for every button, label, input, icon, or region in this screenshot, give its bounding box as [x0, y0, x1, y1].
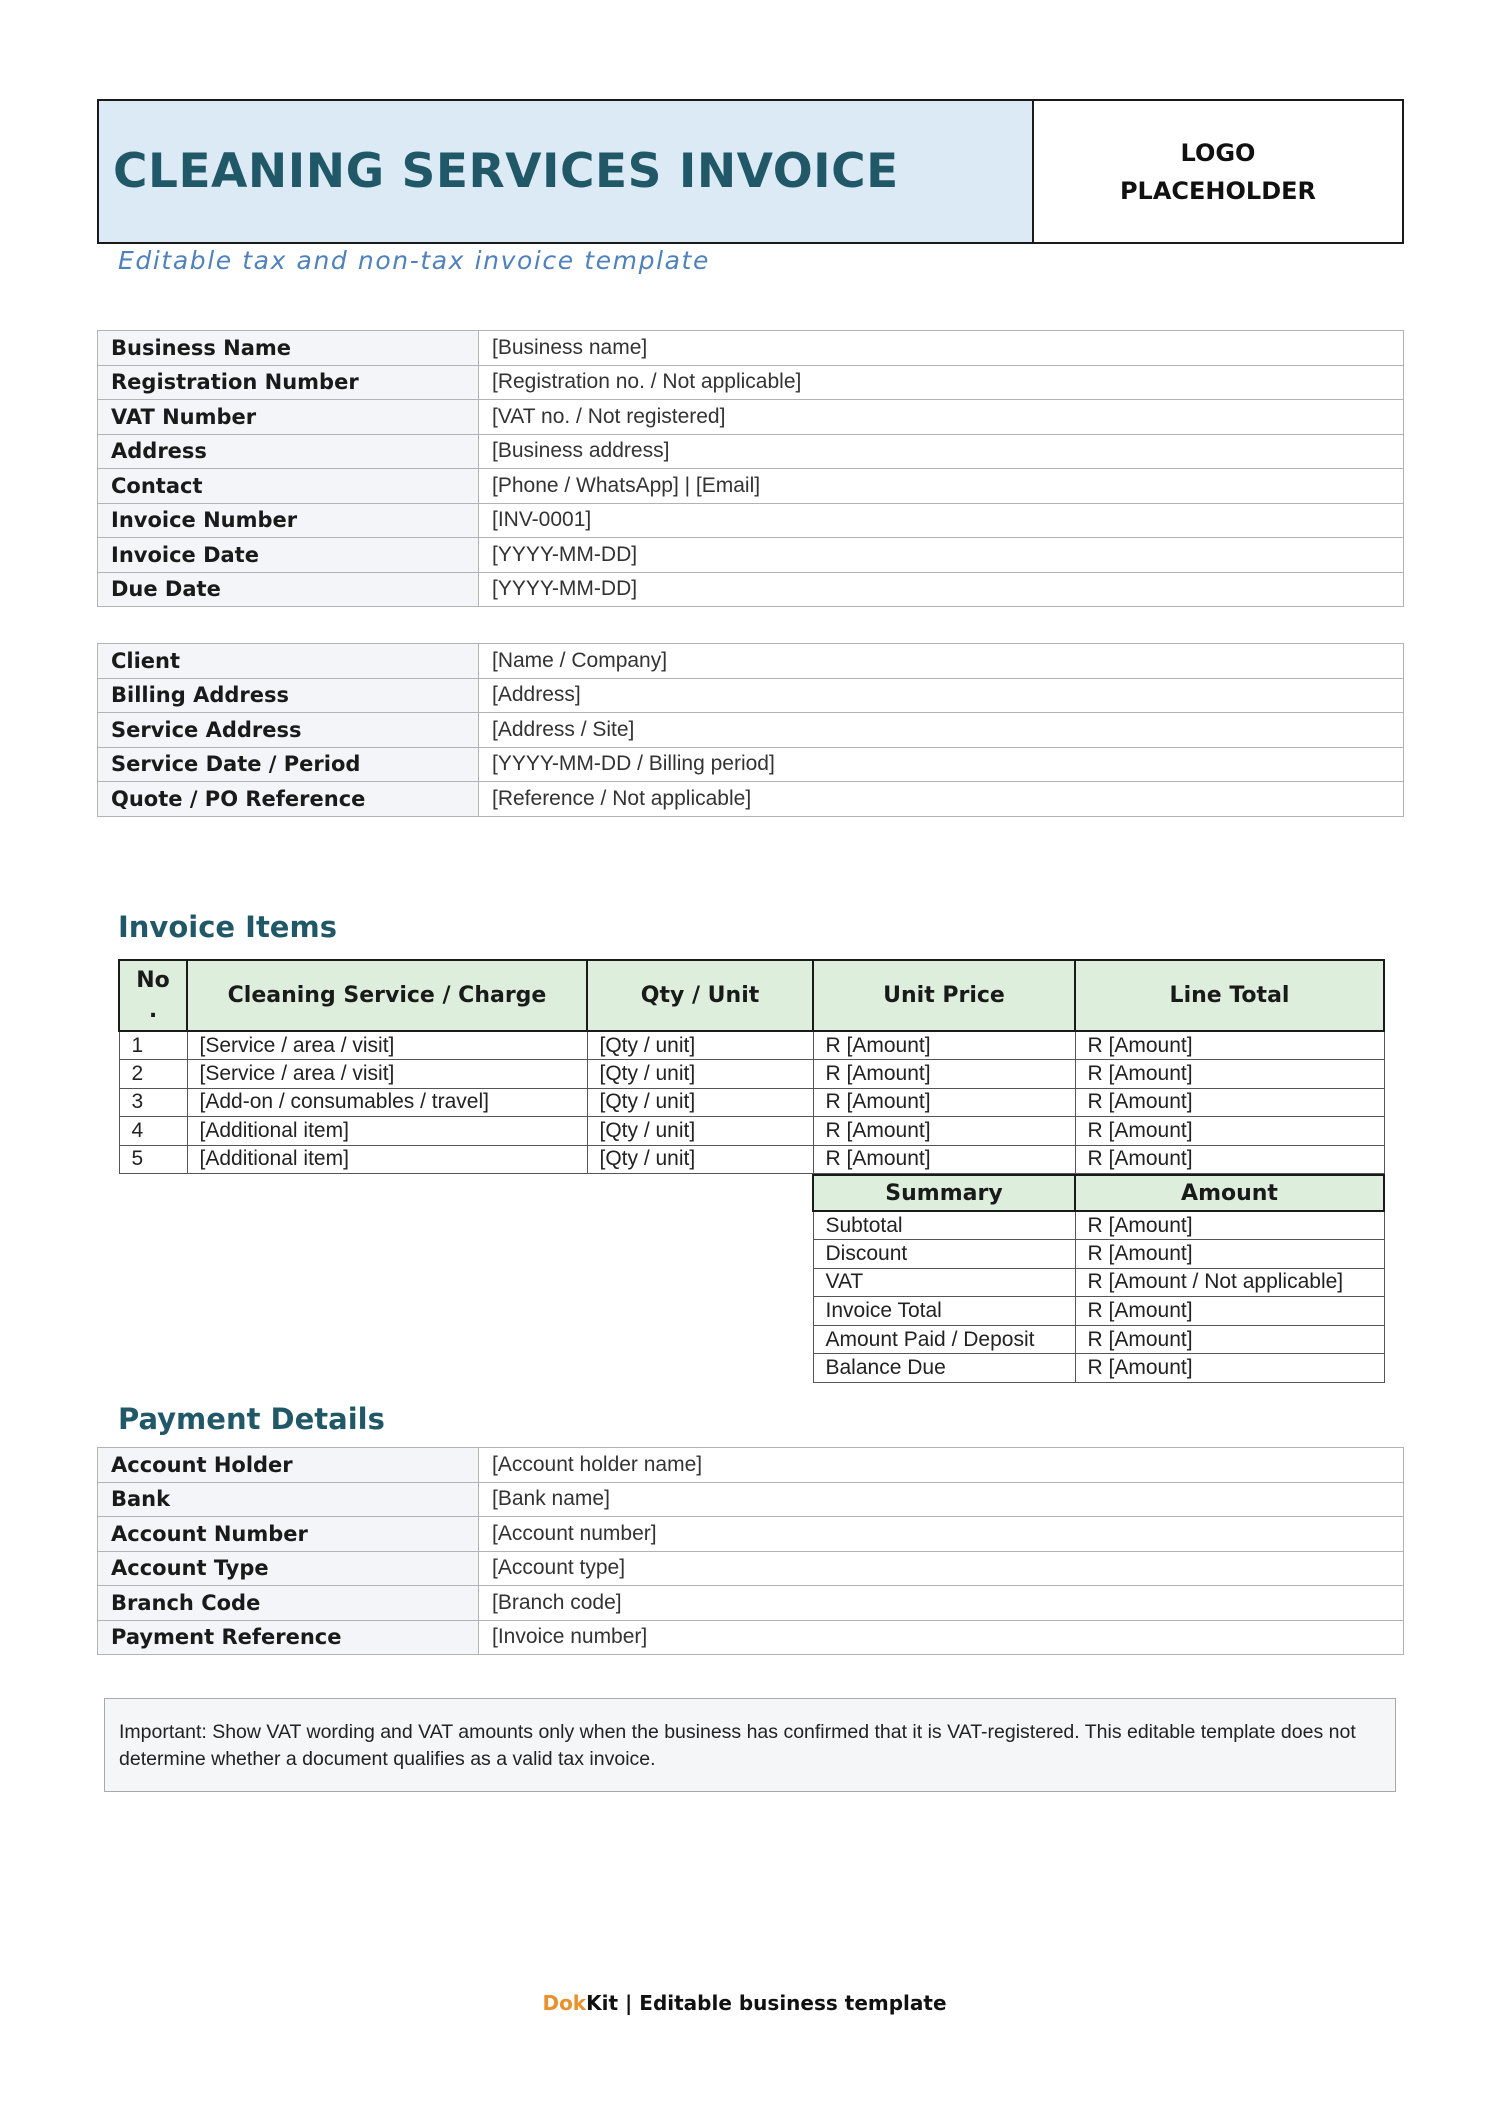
vat-notice: Important: Show VAT wording and VAT amounts only when the business has confirmed that it is VAT-registered. This editable template does not determine whether a document qualifies as a valid tax invoice. — [104, 1698, 1396, 1792]
table-row — [813, 1354, 1384, 1383]
table-row — [119, 1031, 1384, 1060]
subtitle: Editable tax and non-tax invoice template — [118, 246, 710, 275]
page-title: CLEANING SERVICES INVOICE — [113, 144, 899, 199]
invoice-header — [97, 99, 1404, 244]
item-service[interactable]: [Service / area / visit] — [187, 1031, 587, 1060]
summary-amount[interactable]: R [Amount] — [1075, 1354, 1384, 1383]
info-value[interactable]: [Registration no. / Not applicable] — [479, 365, 1404, 400]
logo-line-2: PLACEHOLDER — [1119, 176, 1317, 205]
summary-amount[interactable]: R [Amount] — [1075, 1297, 1384, 1326]
item-unit-price[interactable]: R [Amount] — [813, 1088, 1075, 1117]
table-row — [813, 1268, 1384, 1297]
table-row — [98, 434, 1404, 469]
brand-name-part1: Dok — [542, 1991, 587, 2015]
item-service[interactable]: [Additional item] — [187, 1117, 587, 1146]
logo-line-1: LOGO — [1180, 138, 1256, 167]
payment-label: Bank — [98, 1482, 479, 1517]
info-label: Registration Number — [98, 365, 479, 400]
col-header-amount: Amount — [1075, 1175, 1384, 1211]
summary-amount[interactable]: R [Amount] — [1075, 1211, 1384, 1240]
info-value[interactable]: [Business address] — [479, 434, 1404, 469]
item-unit-price[interactable]: R [Amount] — [813, 1031, 1075, 1060]
client-value[interactable]: [Address] — [479, 678, 1404, 713]
table-row — [119, 1088, 1384, 1117]
footer-text: | Editable business template — [618, 1991, 947, 2015]
client-label: Client — [98, 644, 479, 679]
business-info-table — [97, 330, 1404, 607]
client-label: Service Address — [98, 713, 479, 748]
table-row — [98, 503, 1404, 538]
item-unit-price[interactable]: R [Amount] — [813, 1117, 1075, 1146]
table-row — [98, 1620, 1404, 1655]
summary-table — [812, 1174, 1385, 1383]
item-service[interactable]: [Add-on / consumables / travel] — [187, 1088, 587, 1117]
client-value[interactable]: [Name / Company] — [479, 644, 1404, 679]
col-header-summary: Summary — [813, 1175, 1075, 1211]
info-label: Due Date — [98, 572, 479, 607]
item-unit-price[interactable]: R [Amount] — [813, 1060, 1075, 1089]
info-value[interactable]: [VAT no. / Not registered] — [479, 400, 1404, 435]
client-label: Quote / PO Reference — [98, 782, 479, 817]
item-qty[interactable]: [Qty / unit] — [587, 1088, 813, 1117]
table-row — [119, 1117, 1384, 1146]
item-unit-price[interactable]: R [Amount] — [813, 1145, 1075, 1174]
payment-value[interactable]: [Account holder name] — [479, 1448, 1404, 1483]
table-row — [98, 644, 1404, 679]
table-row — [98, 1482, 1404, 1517]
client-label: Service Date / Period — [98, 747, 479, 782]
table-row — [98, 400, 1404, 435]
item-qty[interactable]: [Qty / unit] — [587, 1060, 813, 1089]
col-header-unit-price: Unit Price — [813, 960, 1075, 1031]
client-value[interactable]: [Address / Site] — [479, 713, 1404, 748]
item-no: 2 — [119, 1060, 187, 1089]
info-label: Business Name — [98, 331, 479, 366]
item-no: 3 — [119, 1088, 187, 1117]
info-value[interactable]: [INV-0001] — [479, 503, 1404, 538]
payment-label: Account Number — [98, 1517, 479, 1552]
summary-amount[interactable]: R [Amount / Not applicable] — [1075, 1268, 1384, 1297]
client-info-table — [97, 643, 1404, 817]
title-box — [99, 101, 1034, 242]
info-label: Contact — [98, 469, 479, 504]
col-header-line-total: Line Total — [1075, 960, 1384, 1031]
summary-amount[interactable]: R [Amount] — [1075, 1240, 1384, 1269]
payment-value[interactable]: [Account number] — [479, 1517, 1404, 1552]
items-header-row — [119, 960, 1384, 1031]
info-label: Invoice Number — [98, 503, 479, 538]
summary-label: Amount Paid / Deposit — [813, 1325, 1075, 1354]
item-no: 5 — [119, 1145, 187, 1174]
table-row — [119, 1060, 1384, 1089]
info-value[interactable]: [Business name] — [479, 331, 1404, 366]
item-line-total[interactable]: R [Amount] — [1075, 1117, 1384, 1146]
payment-details-table — [97, 1447, 1404, 1655]
payment-label: Branch Code — [98, 1586, 479, 1621]
table-row — [98, 713, 1404, 748]
summary-label: Discount — [813, 1240, 1075, 1269]
item-no: 4 — [119, 1117, 187, 1146]
table-row — [813, 1240, 1384, 1269]
table-row — [98, 678, 1404, 713]
table-row — [813, 1297, 1384, 1326]
item-service[interactable]: [Service / area / visit] — [187, 1060, 587, 1089]
table-row — [813, 1325, 1384, 1354]
table-row — [98, 1517, 1404, 1552]
item-qty[interactable]: [Qty / unit] — [587, 1117, 813, 1146]
table-row — [98, 331, 1404, 366]
summary-label: Subtotal — [813, 1211, 1075, 1240]
payment-details-heading: Payment Details — [118, 1402, 385, 1436]
table-row — [98, 365, 1404, 400]
info-value[interactable]: [YYYY-MM-DD] — [479, 572, 1404, 607]
item-line-total[interactable]: R [Amount] — [1075, 1060, 1384, 1089]
col-header-qty: Qty / Unit — [587, 960, 813, 1031]
col-header-service: Cleaning Service / Charge — [187, 960, 587, 1031]
summary-amount[interactable]: R [Amount] — [1075, 1325, 1384, 1354]
payment-value[interactable]: [Account type] — [479, 1551, 1404, 1586]
info-value[interactable]: [YYYY-MM-DD] — [479, 538, 1404, 573]
footer — [0, 1991, 1489, 2015]
info-label: VAT Number — [98, 400, 479, 435]
table-row — [98, 538, 1404, 573]
table-row — [98, 1586, 1404, 1621]
table-row — [119, 1145, 1384, 1174]
item-no: 1 — [119, 1031, 187, 1060]
item-line-total[interactable]: R [Amount] — [1075, 1031, 1384, 1060]
table-row — [98, 469, 1404, 504]
info-value[interactable]: [Phone / WhatsApp] | [Email] — [479, 469, 1404, 504]
info-label: Invoice Date — [98, 538, 479, 573]
item-line-total[interactable]: R [Amount] — [1075, 1088, 1384, 1117]
payment-value[interactable]: [Invoice number] — [479, 1620, 1404, 1655]
summary-header-row — [813, 1175, 1384, 1211]
table-row — [98, 1551, 1404, 1586]
col-header-no-line2: . — [148, 997, 158, 1023]
payment-value[interactable]: [Bank name] — [479, 1482, 1404, 1517]
table-row — [98, 782, 1404, 817]
item-line-total[interactable]: R [Amount] — [1075, 1145, 1384, 1174]
item-qty[interactable]: [Qty / unit] — [587, 1145, 813, 1174]
summary-label: Balance Due — [813, 1354, 1075, 1383]
logo-placeholder — [1034, 101, 1402, 242]
table-row — [98, 747, 1404, 782]
invoice-items-heading: Invoice Items — [118, 910, 337, 944]
payment-value[interactable]: [Branch code] — [479, 1586, 1404, 1621]
item-service[interactable]: [Additional item] — [187, 1145, 587, 1174]
client-value[interactable]: [Reference / Not applicable] — [479, 782, 1404, 817]
col-header-no — [119, 960, 187, 1031]
client-label: Billing Address — [98, 678, 479, 713]
invoice-items-table — [118, 959, 1385, 1174]
payment-label: Account Holder — [98, 1448, 479, 1483]
item-qty[interactable]: [Qty / unit] — [587, 1031, 813, 1060]
payment-label: Account Type — [98, 1551, 479, 1586]
summary-label: Invoice Total — [813, 1297, 1075, 1326]
client-value[interactable]: [YYYY-MM-DD / Billing period] — [479, 747, 1404, 782]
table-row — [98, 1448, 1404, 1483]
brand-name-part2: Kit — [586, 1991, 619, 2015]
payment-label: Payment Reference — [98, 1620, 479, 1655]
col-header-no-line1: No — [136, 967, 170, 993]
info-label: Address — [98, 434, 479, 469]
table-row — [98, 572, 1404, 607]
table-row — [813, 1211, 1384, 1240]
summary-label: VAT — [813, 1268, 1075, 1297]
